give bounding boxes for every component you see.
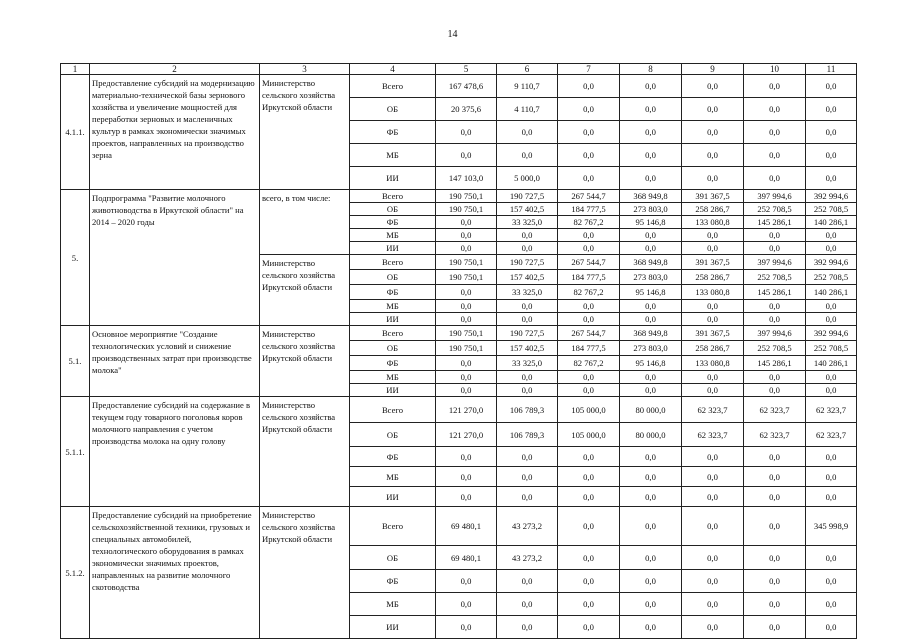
value-cell: 0,0	[744, 242, 806, 255]
value-cell: 184 777,5	[558, 270, 620, 285]
value-cell: 0,0	[497, 593, 558, 616]
value-cell: 0,0	[620, 371, 682, 384]
value-cell: 133 080,8	[682, 285, 744, 300]
value-cell: 190 750,1	[436, 326, 497, 341]
value-cell: 9 110,7	[497, 75, 558, 98]
value-cell: 0,0	[620, 593, 682, 616]
value-cell: 252 708,5	[744, 270, 806, 285]
value-cell: 190 727,5	[497, 255, 558, 270]
value-cell: 397 994,6	[744, 326, 806, 341]
header-row	[61, 64, 857, 75]
value-cell: 273 803,0	[620, 341, 682, 356]
funding-source: ОБ	[350, 341, 436, 356]
value-cell: 145 286,1	[744, 285, 806, 300]
value-cell: 397 994,6	[744, 190, 806, 203]
value-cell: 0,0	[620, 167, 682, 190]
funding-source: МБ	[350, 144, 436, 167]
value-cell: 258 286,7	[682, 270, 744, 285]
value-cell: 33 325,0	[497, 216, 558, 229]
value-cell: 145 286,1	[744, 356, 806, 371]
value-cell: 0,0	[682, 570, 744, 593]
value-cell: 0,0	[436, 216, 497, 229]
value-cell: 140 286,1	[806, 216, 857, 229]
item-description: Предоставление субсидий на содержание в текущем году товарного поголовья коров молочного направления с учетом производства молока на одну голову	[90, 397, 260, 507]
value-cell: 0,0	[436, 313, 497, 326]
value-cell: 0,0	[744, 616, 806, 639]
value-cell: 252 708,5	[744, 203, 806, 216]
value-cell: 190 727,5	[497, 190, 558, 203]
value-cell: 0,0	[436, 467, 497, 487]
funding-source: МБ	[350, 467, 436, 487]
value-cell: 0,0	[682, 167, 744, 190]
value-cell: 0,0	[497, 616, 558, 639]
item-description: Подпрограмма "Развитие молочного животноводства в Иркутской области" на 2014 – 2020 годы	[90, 190, 260, 326]
value-cell: 397 994,6	[744, 255, 806, 270]
value-cell: 157 402,5	[497, 341, 558, 356]
value-cell: 0,0	[806, 616, 857, 639]
funding-source: ИИ	[350, 242, 436, 255]
value-cell: 0,0	[558, 121, 620, 144]
funding-source: ФБ	[350, 216, 436, 229]
value-cell: 0,0	[558, 371, 620, 384]
value-cell: 0,0	[436, 121, 497, 144]
column-header: 9	[682, 64, 744, 75]
table-row	[61, 507, 857, 546]
value-cell: 0,0	[806, 300, 857, 313]
value-cell: 0,0	[558, 229, 620, 242]
funding-source: Всего	[350, 255, 436, 270]
value-cell: 82 767,2	[558, 285, 620, 300]
value-cell: 0,0	[682, 313, 744, 326]
value-cell: 0,0	[620, 546, 682, 570]
value-cell: 95 146,8	[620, 356, 682, 371]
responsible-organization: Министерство сельского хозяйства Иркутской области	[260, 507, 350, 639]
value-cell: 80 000,0	[620, 397, 682, 423]
funding-source: МБ	[350, 229, 436, 242]
value-cell: 0,0	[558, 507, 620, 546]
value-cell: 0,0	[558, 546, 620, 570]
item-code: 5.	[61, 190, 90, 326]
value-cell: 252 708,5	[806, 270, 857, 285]
item-code: 5.1.2.	[61, 507, 90, 639]
value-cell: 0,0	[744, 467, 806, 487]
value-cell: 184 777,5	[558, 203, 620, 216]
value-cell: 0,0	[497, 313, 558, 326]
responsible-organization: Министерство сельского хозяйства Иркутской области	[260, 326, 350, 397]
value-cell: 0,0	[806, 98, 857, 121]
value-cell: 267 544,7	[558, 190, 620, 203]
value-cell: 0,0	[497, 371, 558, 384]
value-cell: 0,0	[682, 121, 744, 144]
value-cell: 106 789,3	[497, 397, 558, 423]
value-cell: 0,0	[806, 570, 857, 593]
value-cell: 0,0	[436, 616, 497, 639]
value-cell: 0,0	[497, 242, 558, 255]
responsible-organization: Министерство сельского хозяйства Иркутской области	[260, 255, 350, 326]
value-cell: 0,0	[620, 616, 682, 639]
value-cell: 0,0	[682, 546, 744, 570]
funding-source: МБ	[350, 300, 436, 313]
value-cell: 0,0	[806, 229, 857, 242]
funding-source: ИИ	[350, 167, 436, 190]
value-cell: 140 286,1	[806, 285, 857, 300]
value-cell: 0,0	[682, 75, 744, 98]
value-cell: 0,0	[682, 593, 744, 616]
value-cell: 0,0	[744, 144, 806, 167]
value-cell: 157 402,5	[497, 203, 558, 216]
value-cell: 0,0	[620, 570, 682, 593]
value-cell: 0,0	[744, 384, 806, 397]
item-description: Предоставление субсидий на модернизацию материально-технической базы зернового хозяйства и увеличение мощностей для переработки зерновых и масленичных культур в рамках экономически значимых проектов, направленных на производство зерна	[90, 75, 260, 190]
value-cell: 121 270,0	[436, 423, 497, 447]
value-cell: 0,0	[620, 384, 682, 397]
value-cell: 0,0	[744, 167, 806, 190]
value-cell: 258 286,7	[682, 341, 744, 356]
value-cell: 0,0	[436, 229, 497, 242]
value-cell: 392 994,6	[806, 190, 857, 203]
value-cell: 190 727,5	[497, 326, 558, 341]
funding-source: Всего	[350, 507, 436, 546]
value-cell: 62 323,7	[806, 397, 857, 423]
value-cell: 0,0	[806, 593, 857, 616]
value-cell: 0,0	[682, 144, 744, 167]
item-description: Основное мероприятие "Создание технологических условий и снижение производственных затрат при производстве молока"	[90, 326, 260, 397]
value-cell: 0,0	[620, 242, 682, 255]
value-cell: 0,0	[436, 384, 497, 397]
value-cell: 145 286,1	[744, 216, 806, 229]
value-cell: 0,0	[558, 447, 620, 467]
value-cell: 140 286,1	[806, 356, 857, 371]
value-cell: 391 367,5	[682, 326, 744, 341]
value-cell: 69 480,1	[436, 507, 497, 546]
value-cell: 0,0	[558, 98, 620, 121]
value-cell: 190 750,1	[436, 270, 497, 285]
value-cell: 252 708,5	[744, 341, 806, 356]
value-cell: 106 789,3	[497, 423, 558, 447]
value-cell: 0,0	[744, 447, 806, 467]
value-cell: 43 273,2	[497, 507, 558, 546]
value-cell: 0,0	[497, 447, 558, 467]
value-cell: 0,0	[497, 300, 558, 313]
funding-source: ОБ	[350, 98, 436, 121]
column-header: 10	[744, 64, 806, 75]
value-cell: 0,0	[436, 487, 497, 507]
value-cell: 0,0	[558, 616, 620, 639]
value-cell: 0,0	[558, 384, 620, 397]
column-header: 3	[260, 64, 350, 75]
value-cell: 62 323,7	[744, 423, 806, 447]
value-cell: 62 323,7	[682, 397, 744, 423]
value-cell: 0,0	[806, 75, 857, 98]
value-cell: 0,0	[558, 300, 620, 313]
value-cell: 0,0	[497, 144, 558, 167]
value-cell: 273 803,0	[620, 270, 682, 285]
value-cell: 20 375,6	[436, 98, 497, 121]
value-cell: 0,0	[620, 487, 682, 507]
funding-source: ФБ	[350, 570, 436, 593]
value-cell: 0,0	[682, 467, 744, 487]
value-cell: 0,0	[806, 546, 857, 570]
value-cell: 0,0	[620, 313, 682, 326]
funding-source: ФБ	[350, 121, 436, 144]
value-cell: 0,0	[682, 98, 744, 121]
value-cell: 105 000,0	[558, 397, 620, 423]
responsible-organization: всего, в том числе:	[260, 190, 350, 255]
funding-source: Всего	[350, 397, 436, 423]
funding-source: Всего	[350, 326, 436, 341]
value-cell: 267 544,7	[558, 255, 620, 270]
value-cell: 0,0	[436, 593, 497, 616]
value-cell: 147 103,0	[436, 167, 497, 190]
page-number: 14	[447, 29, 458, 40]
value-cell: 62 323,7	[744, 397, 806, 423]
value-cell: 0,0	[497, 467, 558, 487]
value-cell: 0,0	[744, 121, 806, 144]
value-cell: 62 323,7	[682, 423, 744, 447]
funding-source: ИИ	[350, 384, 436, 397]
value-cell: 62 323,7	[806, 423, 857, 447]
value-cell: 273 803,0	[620, 203, 682, 216]
value-cell: 0,0	[620, 507, 682, 546]
value-cell: 0,0	[436, 356, 497, 371]
value-cell: 0,0	[497, 121, 558, 144]
value-cell: 0,0	[682, 447, 744, 467]
responsible-organization: Министерство сельского хозяйства Иркутской области	[260, 75, 350, 190]
value-cell: 0,0	[620, 229, 682, 242]
value-cell: 392 994,6	[806, 326, 857, 341]
value-cell: 0,0	[436, 285, 497, 300]
value-cell: 0,0	[682, 242, 744, 255]
value-cell: 0,0	[436, 371, 497, 384]
item-code: 5.1.1.	[61, 397, 90, 507]
value-cell: 33 325,0	[497, 356, 558, 371]
value-cell: 0,0	[806, 384, 857, 397]
value-cell: 190 750,1	[436, 190, 497, 203]
item-description: Предоставление субсидий на приобретение сельскохозяйственной техники, грузовых и специальных автомобилей, технологического оборудования в рамках экономически значимых проектов, направленных на развитие молочного скотоводства	[90, 507, 260, 639]
value-cell: 258 286,7	[682, 203, 744, 216]
value-cell: 0,0	[682, 616, 744, 639]
value-cell: 0,0	[744, 313, 806, 326]
value-cell: 0,0	[682, 487, 744, 507]
value-cell: 0,0	[497, 229, 558, 242]
table-row	[61, 75, 857, 98]
value-cell: 0,0	[620, 467, 682, 487]
value-cell: 0,0	[682, 300, 744, 313]
value-cell: 95 146,8	[620, 285, 682, 300]
funding-source: Всего	[350, 75, 436, 98]
funding-source: ОБ	[350, 546, 436, 570]
value-cell: 190 750,1	[436, 255, 497, 270]
item-code: 5.1.	[61, 326, 90, 397]
value-cell: 4 110,7	[497, 98, 558, 121]
value-cell: 0,0	[744, 546, 806, 570]
value-cell: 368 949,8	[620, 190, 682, 203]
value-cell: 0,0	[497, 570, 558, 593]
value-cell: 0,0	[744, 75, 806, 98]
value-cell: 0,0	[558, 570, 620, 593]
column-header: 6	[497, 64, 558, 75]
value-cell: 0,0	[744, 371, 806, 384]
value-cell: 0,0	[744, 487, 806, 507]
value-cell: 0,0	[558, 313, 620, 326]
value-cell: 0,0	[806, 144, 857, 167]
value-cell: 184 777,5	[558, 341, 620, 356]
value-cell: 0,0	[436, 144, 497, 167]
column-header: 7	[558, 64, 620, 75]
value-cell: 0,0	[806, 447, 857, 467]
value-cell: 157 402,5	[497, 270, 558, 285]
value-cell: 0,0	[806, 313, 857, 326]
value-cell: 0,0	[806, 487, 857, 507]
value-cell: 0,0	[620, 300, 682, 313]
table-row	[61, 397, 857, 423]
value-cell: 0,0	[806, 121, 857, 144]
item-code: 4.1.1.	[61, 75, 90, 190]
value-cell: 43 273,2	[497, 546, 558, 570]
funding-source: ИИ	[350, 616, 436, 639]
value-cell: 0,0	[744, 507, 806, 546]
funding-source: ОБ	[350, 423, 436, 447]
value-cell: 0,0	[744, 98, 806, 121]
value-cell: 0,0	[558, 167, 620, 190]
value-cell: 368 949,8	[620, 326, 682, 341]
value-cell: 0,0	[497, 487, 558, 507]
responsible-organization: Министерство сельского хозяйства Иркутской области	[260, 397, 350, 507]
table-row	[61, 190, 857, 203]
funding-source: ФБ	[350, 356, 436, 371]
value-cell: 0,0	[682, 384, 744, 397]
value-cell: 0,0	[436, 570, 497, 593]
value-cell: 0,0	[558, 487, 620, 507]
value-cell: 0,0	[620, 75, 682, 98]
value-cell: 368 949,8	[620, 255, 682, 270]
value-cell: 121 270,0	[436, 397, 497, 423]
value-cell: 0,0	[558, 467, 620, 487]
column-header: 1	[61, 64, 90, 75]
value-cell: 0,0	[497, 384, 558, 397]
value-cell: 95 146,8	[620, 216, 682, 229]
column-header: 11	[806, 64, 857, 75]
funding-table	[60, 63, 857, 639]
funding-source: ИИ	[350, 313, 436, 326]
value-cell: 0,0	[806, 371, 857, 384]
value-cell: 167 478,6	[436, 75, 497, 98]
value-cell: 252 708,5	[806, 341, 857, 356]
funding-source: Всего	[350, 190, 436, 203]
funding-source: МБ	[350, 371, 436, 384]
funding-source: ФБ	[350, 285, 436, 300]
value-cell: 0,0	[558, 242, 620, 255]
value-cell: 0,0	[682, 229, 744, 242]
value-cell: 80 000,0	[620, 423, 682, 447]
value-cell: 133 080,8	[682, 356, 744, 371]
funding-source: ОБ	[350, 203, 436, 216]
value-cell: 0,0	[558, 75, 620, 98]
value-cell: 0,0	[558, 144, 620, 167]
value-cell: 345 998,9	[806, 507, 857, 546]
value-cell: 69 480,1	[436, 546, 497, 570]
value-cell: 0,0	[806, 167, 857, 190]
value-cell: 0,0	[744, 570, 806, 593]
value-cell: 0,0	[620, 447, 682, 467]
value-cell: 82 767,2	[558, 216, 620, 229]
table-row	[61, 326, 857, 341]
column-header: 4	[350, 64, 436, 75]
value-cell: 0,0	[744, 593, 806, 616]
value-cell: 0,0	[620, 121, 682, 144]
value-cell: 0,0	[620, 144, 682, 167]
value-cell: 0,0	[682, 507, 744, 546]
table-body	[61, 64, 857, 639]
value-cell: 267 544,7	[558, 326, 620, 341]
funding-source: МБ	[350, 593, 436, 616]
value-cell: 0,0	[436, 242, 497, 255]
value-cell: 392 994,6	[806, 255, 857, 270]
value-cell: 0,0	[806, 242, 857, 255]
value-cell: 190 750,1	[436, 203, 497, 216]
value-cell: 0,0	[744, 229, 806, 242]
value-cell: 391 367,5	[682, 190, 744, 203]
value-cell: 0,0	[558, 593, 620, 616]
value-cell: 190 750,1	[436, 341, 497, 356]
column-header: 8	[620, 64, 682, 75]
value-cell: 0,0	[682, 371, 744, 384]
value-cell: 0,0	[436, 300, 497, 313]
funding-source: ФБ	[350, 447, 436, 467]
value-cell: 0,0	[436, 447, 497, 467]
value-cell: 82 767,2	[558, 356, 620, 371]
value-cell: 0,0	[620, 98, 682, 121]
value-cell: 133 080,8	[682, 216, 744, 229]
value-cell: 252 708,5	[806, 203, 857, 216]
value-cell: 33 325,0	[497, 285, 558, 300]
value-cell: 391 367,5	[682, 255, 744, 270]
value-cell: 0,0	[744, 300, 806, 313]
value-cell: 105 000,0	[558, 423, 620, 447]
column-header: 2	[90, 64, 260, 75]
value-cell: 0,0	[806, 467, 857, 487]
column-header: 5	[436, 64, 497, 75]
value-cell: 5 000,0	[497, 167, 558, 190]
funding-source: ИИ	[350, 487, 436, 507]
funding-source: ОБ	[350, 270, 436, 285]
